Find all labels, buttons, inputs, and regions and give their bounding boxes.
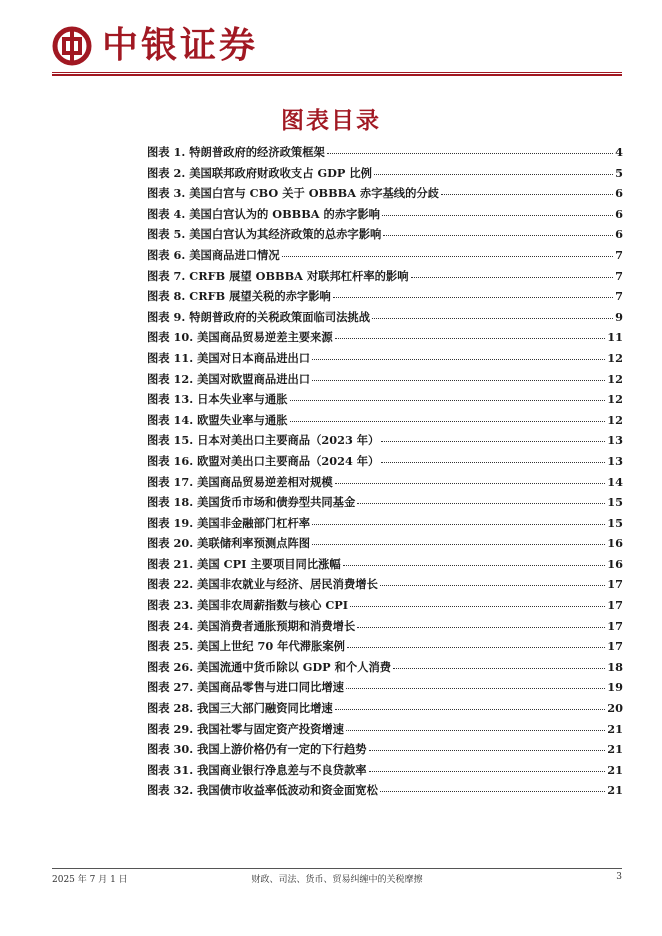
brand-name: 中银证券 [102,25,259,66]
toc-entry-label: 图表 19. 美国非金融部门杠杆率 [147,515,311,530]
toc-entry[interactable] [147,659,623,680]
toc-entry-label: 图表 27. 美国商品零售与进口同比增速 [147,680,344,695]
toc-entry-page: 19 [607,680,623,695]
toc-entry-label: 图表 7. CRFB 展望 OBBBA 对联邦杠杆率的影响 [147,268,409,283]
toc-entry-page: 5 [615,165,623,180]
toc-entry[interactable] [147,515,623,536]
toc-dot-leader [312,544,605,545]
toc-entry[interactable] [147,679,623,700]
toc-dot-leader [381,462,605,463]
toc-entry-page: 16 [607,556,623,571]
toc-entry-page: 6 [615,186,623,201]
toc-dot-leader [335,483,606,484]
toc-entry-label: 图表 26. 美国流通中货币除以 GDP 和个人消费 [147,659,392,674]
toc-entry[interactable] [147,371,623,392]
toc-dot-leader [290,421,606,422]
toc-entry-label: 图表 21. 美国 CPI 主要项目同比涨幅 [147,556,341,571]
toc-entry[interactable] [147,494,623,515]
toc-entry[interactable] [147,721,623,742]
toc-dot-leader [312,359,605,360]
header-divider-thick [52,74,622,76]
toc-entry[interactable] [147,700,623,721]
page-title: 图表目录 [281,107,381,134]
toc-entry[interactable] [147,288,623,309]
toc-entry-label: 图表 32. 我国债市收益率低波动和资金面宽松 [147,783,378,798]
toc-dot-leader [357,503,605,504]
toc-dot-leader [282,256,613,257]
toc-entry[interactable] [147,309,623,330]
toc-entry[interactable] [147,226,623,247]
toc-dot-leader [441,194,613,195]
toc-dot-leader [312,380,605,381]
toc-dot-leader [374,174,613,175]
toc-entry-page: 21 [607,762,623,777]
toc-entry-label: 图表 3. 美国白宫与 CBO 关于 OBBBA 赤字基线的分歧 [147,186,439,201]
toc-entry-page: 6 [615,206,623,221]
toc-entry-label: 图表 15. 日本对美出口主要商品（2023 年） [147,433,380,448]
toc-entry-label: 图表 25. 美国上世纪 70 年代滞胀案例 [147,639,345,654]
toc-entry[interactable] [147,576,623,597]
toc-dot-leader [369,771,606,772]
toc-dot-leader [380,791,605,792]
toc-dot-leader [393,668,605,669]
toc-dot-leader [335,338,606,339]
toc-entry[interactable] [147,782,623,803]
toc-entry[interactable] [147,618,623,639]
toc-dot-leader [333,297,613,298]
toc-entry-page: 9 [615,309,623,324]
footer-date: 2025 年 7 月 1 日 [52,875,128,885]
toc-entry-label: 图表 9. 特朗普政府的关税政策面临司法挑战 [147,309,371,324]
toc-entry-label: 图表 11. 美国对日本商品进出口 [147,350,311,365]
toc-entry[interactable] [147,247,623,268]
toc-entry[interactable] [147,474,623,495]
toc-entry-label: 图表 16. 欧盟对美出口主要商品（2024 年） [147,453,380,468]
toc-entry-label: 图表 13. 日本失业率与通胀 [147,392,288,407]
toc-dot-leader [347,647,605,648]
toc-entry-label: 图表 2. 美国联邦政府财政收支占 GDP 比例 [147,165,372,180]
toc-entry-label: 图表 12. 美国对欧盟商品进出口 [147,371,311,386]
toc-entry-label: 图表 17. 美国商品贸易逆差相对规模 [147,474,333,489]
toc-entry-page: 13 [607,453,623,468]
toc-entry-page: 6 [615,227,623,242]
toc-entry[interactable] [147,412,623,433]
toc-entry[interactable] [147,556,623,577]
toc-entry[interactable] [147,165,623,186]
header-divider [52,72,622,73]
toc-entry-page: 7 [615,268,623,283]
toc-entry-label: 图表 4. 美国白宫认为的 OBBBA 的赤字影响 [147,206,380,221]
toc-dot-leader [343,565,606,566]
toc-dot-leader [357,627,605,628]
toc-entry-label: 图表 31. 我国商业银行净息差与不良贷款率 [147,762,367,777]
toc-entry-label: 图表 20. 美联储利率预测点阵图 [147,536,311,551]
toc-entry-page: 14 [607,474,623,489]
toc-entry-page: 17 [607,639,623,654]
toc-entry-label: 图表 18. 美国货币市场和债券型共同基金 [147,495,356,510]
toc-dot-leader [381,441,605,442]
toc-entry-page: 12 [607,412,623,427]
toc-entry-label: 图表 30. 我国上游价格仍有一定的下行趋势 [147,742,367,757]
toc-dot-leader [290,400,606,401]
toc-entry[interactable] [147,453,623,474]
toc-dot-leader [382,215,613,216]
toc-entry-label: 图表 24. 美国消费者通胀预期和消费增长 [147,618,356,633]
toc-dot-leader [346,688,605,689]
toc-entry[interactable] [147,638,623,659]
toc-entry[interactable] [147,144,623,165]
toc-entry-page: 13 [607,433,623,448]
toc-entry-page: 12 [607,371,623,386]
toc-entry-page: 12 [607,350,623,365]
toc-entry-page: 21 [607,721,623,736]
toc-entry-page: 17 [607,618,623,633]
toc-dot-leader [411,277,614,278]
toc-entry-page: 17 [607,598,623,613]
toc-entry-page: 15 [607,515,623,530]
footer-page-number: 3 [616,872,622,882]
bank-of-china-logo-icon [52,26,92,66]
toc-dot-leader [346,730,605,731]
toc-entry[interactable] [147,329,623,350]
toc-entry-page: 15 [607,495,623,510]
toc-entry-label: 图表 1. 特朗普政府的经济政策框架 [147,145,325,159]
toc-entry-page: 17 [607,577,623,592]
toc-entry[interactable] [147,535,623,556]
toc-entry[interactable] [147,597,623,618]
toc-entry[interactable] [147,350,623,371]
toc-entry-label: 图表 29. 我国社零与固定资产投资增速 [147,721,344,736]
toc-entry-page: 7 [615,289,623,304]
toc-entry-page: 12 [607,392,623,407]
toc-dot-leader [380,585,605,586]
toc-dot-leader [327,153,613,154]
toc-dot-leader [383,235,613,236]
toc-entry[interactable] [147,206,623,227]
toc-entry-page: 20 [607,701,623,716]
toc-entry-page: 21 [607,783,623,798]
toc-entry-label: 图表 6. 美国商品进口情况 [147,247,280,262]
toc-dot-leader [372,318,613,319]
toc-entry[interactable] [147,432,623,453]
toc-entry-label: 图表 22. 美国非农就业与经济、居民消费增长 [147,577,378,592]
toc-dot-leader [350,606,605,607]
toc-entry-page: 4 [615,145,623,159]
footer-report-title: 财政、司法、货币、贸易纠缠中的关税摩擦 [251,875,423,885]
toc-dot-leader [312,524,605,525]
table-of-figures [147,144,623,803]
toc-entry[interactable] [147,185,623,206]
toc-entry[interactable] [147,741,623,762]
toc-entry-page: 21 [607,742,623,757]
footer-divider [52,868,622,869]
toc-entry-label: 图表 10. 美国商品贸易逆差主要来源 [147,330,333,345]
page-header [0,0,662,80]
toc-dot-leader [335,709,606,710]
toc-entry-label: 图表 23. 美国非农周薪指数与核心 CPI [147,598,349,613]
toc-entry-page: 7 [615,247,623,262]
toc-entry-label: 图表 5. 美国白宫认为其经济政策的总赤字影响 [147,227,382,242]
toc-entry[interactable] [147,391,623,412]
toc-entry-page: 16 [607,536,623,551]
toc-entry-label: 图表 8. CRFB 展望关税的赤字影响 [147,289,331,304]
toc-dot-leader [369,750,606,751]
toc-entry-page: 11 [607,330,623,345]
toc-entry-page: 18 [607,659,623,674]
toc-entry-label: 图表 14. 欧盟失业率与通胀 [147,412,288,427]
toc-entry[interactable] [147,762,623,783]
toc-entry[interactable] [147,268,623,289]
toc-entry-label: 图表 28. 我国三大部门融资同比增速 [147,701,333,716]
